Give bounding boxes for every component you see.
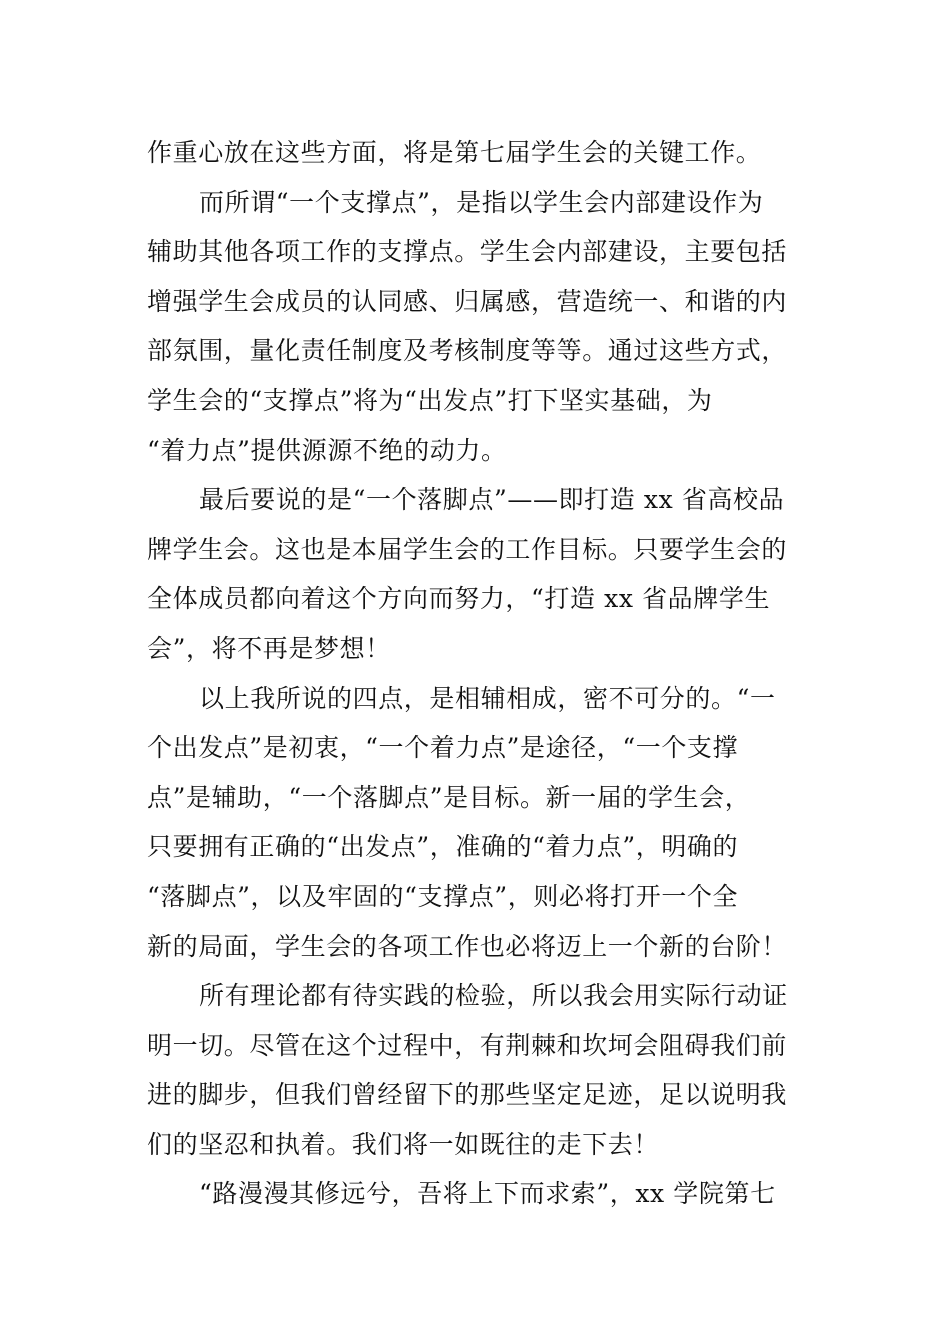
text-line: 只要拥有正确的“出发点”，准确的“着力点”，明确的 bbox=[147, 832, 739, 862]
text-line: 点”是辅助，“一个落脚点”是目标。新一届的学生会， bbox=[147, 782, 751, 812]
text-line: 牌学生会。这也是本届学生会的工作目标。只要学生会的 bbox=[147, 534, 788, 564]
text-line: “着力点”提供源源不绝的动力。 bbox=[147, 435, 507, 465]
text-line: 明一切。尽管在这个过程中，有荆棘和坎坷会阻碍我们前 bbox=[147, 1030, 788, 1060]
text-line: 辅助其他各项工作的支撑点。学生会内部建设，主要包括 bbox=[147, 237, 788, 267]
text-line: 全体成员都向着这个方向而努力，“打造 xx 省品牌学生 bbox=[147, 584, 771, 614]
text-line: 作重心放在这些方面，将是第七届学生会的关键工作。 bbox=[147, 138, 762, 167]
text-line: 增强学生会成员的认同感、归属感，营造统一、和谐的内 bbox=[147, 286, 788, 316]
text-line: 进的脚步，但我们曾经留下的那些坚定足迹，足以说明我 bbox=[147, 1080, 788, 1110]
document-body bbox=[147, 128, 807, 1219]
text-line: 会”，将不再是梦想！ bbox=[147, 633, 391, 663]
text-line: 而所谓“一个支撑点”，是指以学生会内部建设作为 bbox=[199, 187, 764, 217]
text-line: “路漫漫其修远兮，吾将上下而求索”，xx 学院第七 bbox=[199, 1179, 776, 1209]
text-line: 最后要说的是“一个落脚点”——即打造 xx 省高校品 bbox=[199, 485, 785, 515]
text-line: 所有理论都有待实践的检验，所以我会用实际行动证 bbox=[199, 981, 788, 1011]
text-line: 部氛围，量化责任制度及考核制度等等。通过这些方式， bbox=[147, 336, 788, 366]
text-line: 个出发点”是初衷，“一个着力点”是途径，“一个支撑 bbox=[147, 733, 739, 763]
text-line: 新的局面，学生会的各项工作也必将迈上一个新的台阶！ bbox=[147, 931, 788, 961]
text-line: 学生会的“支撑点”将为“出发点”打下坚实基础，为 bbox=[147, 385, 713, 415]
text-line: “落脚点”，以及牢固的“支撑点”，则必将打开一个全 bbox=[147, 881, 739, 911]
text-line: 们的坚忍和执着。我们将一如既往的走下去！ bbox=[147, 1129, 660, 1159]
text-line: 以上我所说的四点，是相辅相成，密不可分的。“一 bbox=[199, 683, 776, 713]
